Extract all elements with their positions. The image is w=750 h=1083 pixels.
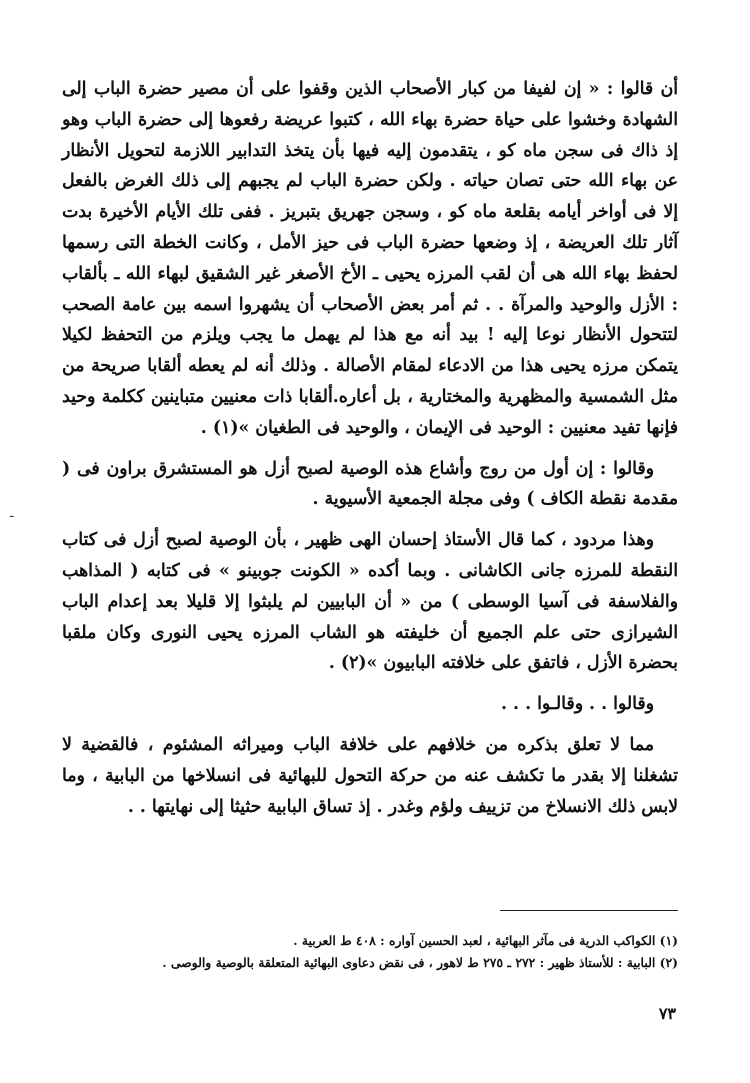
- paragraph-wa-qalu: وقالوا . . وقالـوا . . .: [501, 694, 654, 715]
- margin-mark: ـ: [10, 506, 14, 520]
- page-number: ٧٣: [658, 1004, 676, 1023]
- footnote-separator: [500, 910, 678, 911]
- paragraph-conclusion: مما لا تعلق بذكره من خلافهم على خلافة الباب وميراثه المشئوم ، فالقضية لا تشغلنا إلا بقدر ما تكشف عنه من حركة التحول للبهائية فى انسلاخها من البابية ، وما لابس ذلك الانسلاخ من تزييف ولؤم وغدر . إذ تساق البابية حثيثا إلى نهايتها . .: [62, 734, 678, 817]
- footnote-2: (٢) البابية : للأستاذ ظهير : ٢٧٢ ـ ٢٧٥ ط لاهور ، فى نقض دعاوى البهائية المتعلقة بالوصية والوصى .: [162, 955, 678, 970]
- paragraph-quote-wasiyya: أن قالوا : « إن لفيفا من كبار الأصحاب الذين وقفوا على أن مصير حضرة الباب إلى الشهادة وخشوا على حياة حضرة بهاء الله ، كتبوا عريضة رفعوها إلى حضرة الباب وهو إذ ذاك فى سجن ماه كو ، يتقدمون إليه فيها بأن يتخذ التدابير اللازمة لتحويل الأنظار عن بهاء الله حتى تصان حياته . ولكن حضرة الباب لم يجبهم إلى ذلك الغرض بالفعل إلا فى أواخر أيامه بقلعة ماه كو ، وسجن جهريق بتبريز . ففى تلك الأيام الأخيرة بدت آثار تلك العريضة ، إذ وضعها حضرة الباب فى حيز الأمل ، وكانت الخطة التى رسمها لحفظ بهاء الله هى أن لقب المرزه يحيى ـ الأخ الأصغر غير الشقيق لبهاء الله ـ بألقاب : الأزل والوحيد والمرآة . . ثم أمر بعض الأصحاب أن يشهروا اسمه بين عامة الصحب لتتحول الأنظار نوعا إليه ! بيد أنه مع هذا لم يهمل ما يجب ويلزم من التحفظ لكيلا يتمكن مرزه يحيى هذا من الادعاء لمقام الأصالة . وذلك أنه لم يعطه ألقابا صريحة من مثل الشمسية والمظهرية والمختارية ، بل أعاره.ألقابا ذات معنيين متباينين ككلمة وحيد فإنها تفيد معنيين : الوحيد فى الإيمان ، والوحيد فى الطغيان »(١) .: [62, 79, 678, 438]
- paragraph-rebuttal: وهذا مردود ، كما قال الأستاذ إحسان الهى ظهير ، بأن الوصية لصبح أزل فى كتاب النقطة للمرزه جانى الكاشانى . وبما أكده « الكونت جوبينو » فى كتابه ( المذاهب والفلاسفة فى آسيا الوسطى ) من « أن البابيين لم يلبثوا إلا قليلا بعد إعدام الباب الشيرازى حتى علم الجميع أن خليفته هو الشاب المرزه يحيى النورى وكان ملقبا بحضرة الأزل ، فاتفق على خلافته البابيون »(٢) .: [62, 530, 678, 674]
- body-text: [62, 74, 678, 822]
- footnotes: [62, 930, 678, 974]
- footnote-1: (١) الكواكب الدرية فى مآثر البهائية ، لعبد الحسين آواره : ٤٠٨ ط العربية .: [293, 933, 678, 948]
- paragraph-browne: وقالوا : إن أول من روج وأشاع هذه الوصية لصبح أزل هو المستشرق براون فى ( مقدمة نقطة الكاف ) وفى مجلة الجمعية الأسيوية .: [62, 458, 678, 510]
